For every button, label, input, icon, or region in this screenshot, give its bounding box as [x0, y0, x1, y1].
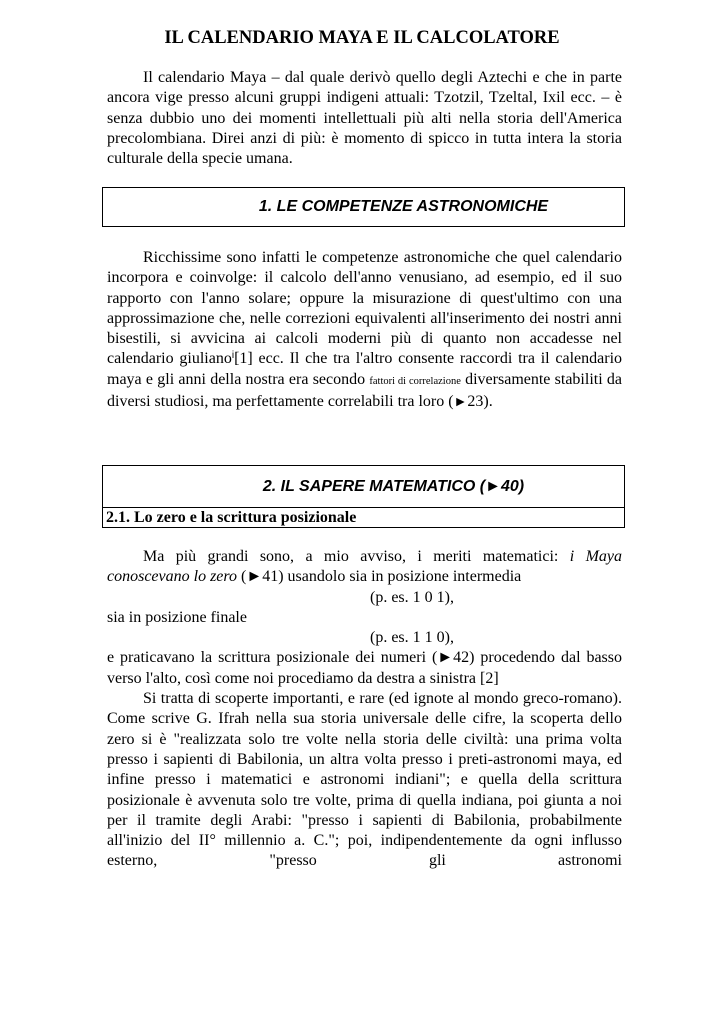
page-title: IL CALENDARIO MAYA E IL CALCOLATORE	[164, 28, 560, 48]
section-1-text-part1: Ricchissime sono infatti le competenze astronomiche che quel calendario incorpora e coinvolge: il calcolo dell'anno venusiano, ad esempio, ed il suo rapporto con l'anno solare; oppure la misurazione di quest'ultimo con una approssimazione che, nelle correzioni equivalenti all'inserimento dei nostri anni bisestili, si avvicina ai calcoli moderni più di quanto non accadesse nel calendario giuliano	[107, 249, 622, 368]
section-1-text-part3: diversamente stabiliti da diversi studiosi, ma perfettamente correlabili tra loro (	[107, 370, 623, 411]
section-2-subheading: 2.1. Lo zero e la scrittura posizionale	[103, 507, 624, 528]
section-2-p3: Si tratta di scoperte importanti, e rare (ed ignote al mondo greco-romano). Come scrive G. Ifrah nella sua storia universale delle cifre, la scoperta dello zero si è "realizzata solo tre volte nella storia delle civiltà: una prima volta presso i sapienti di Babilonia, un altra volta presso i preti-astronomi maya, ed infine presso i matematici e astronomi indiani"; e quella della scrittura posizionale è avvenuta solo tre volte, prima di quella indiana, poi giunta a noi per il tramite degli Arabi: "presso i sapienti di Babilonia, probabilmente all'inizio del II° millennio a. C."; poi, indipendentemente da ogni influsso esterno, "presso gli astronomi	[107, 690, 622, 870]
section-2-p1-italic: i Maya conoscevano lo zero	[107, 548, 622, 586]
correlation-note: fattori di correlazione	[369, 375, 461, 387]
example-final: (p. es. 1 1 0),	[370, 629, 454, 647]
section-2-body	[107, 547, 622, 872]
section-2-heading: 2. IL SAPERE MATEMATICO (►40)	[262, 478, 525, 495]
section-1-text-part4: 23).	[467, 393, 493, 411]
footnote-marker: i	[231, 350, 235, 362]
arrow-right-icon: ►	[453, 395, 468, 411]
example-intermediate: (p. es. 1 0 1),	[370, 588, 454, 606]
section-2-p1-tail: (►41) usandolo sia in posizione intermedia	[237, 568, 522, 586]
intro-paragraph	[107, 68, 622, 169]
section-2-box	[102, 465, 625, 528]
section-2-p1-text: Ma più grandi sono, a mio avviso, i meriti matematici:	[143, 548, 570, 565]
section-1-heading: 1. LE COMPETENZE ASTRONOMICHE	[258, 198, 549, 215]
section-1-box	[102, 187, 625, 227]
intro-text: Il calendario Maya – dal quale derivò quello degli Aztechi e che in parte ancora vige presso alcuni gruppi indigeni attuali: Tzotzil, Tzeltal, Ixil ecc. – è senza dubbio uno dei momenti intellettuali più alti nella storia dell'America precolombiana. Direi anzi di più: è momento di spicco in tutta intera la storia culturale della specie umana.	[107, 69, 622, 168]
section-2-p2: e praticavano la scrittura posizionale dei numeri (►42) procedendo dal basso verso l'alto, così come noi procediamo da destra a sinistra [2]	[107, 649, 622, 687]
final-position-line: sia in posizione finale	[107, 608, 247, 626]
section-1-text-part2: [1] ecc. Il che tra l'altro consente raccordi tra il calendario maya e gli anni della nostra era secondo	[107, 350, 623, 388]
section-1-paragraph	[107, 248, 622, 413]
